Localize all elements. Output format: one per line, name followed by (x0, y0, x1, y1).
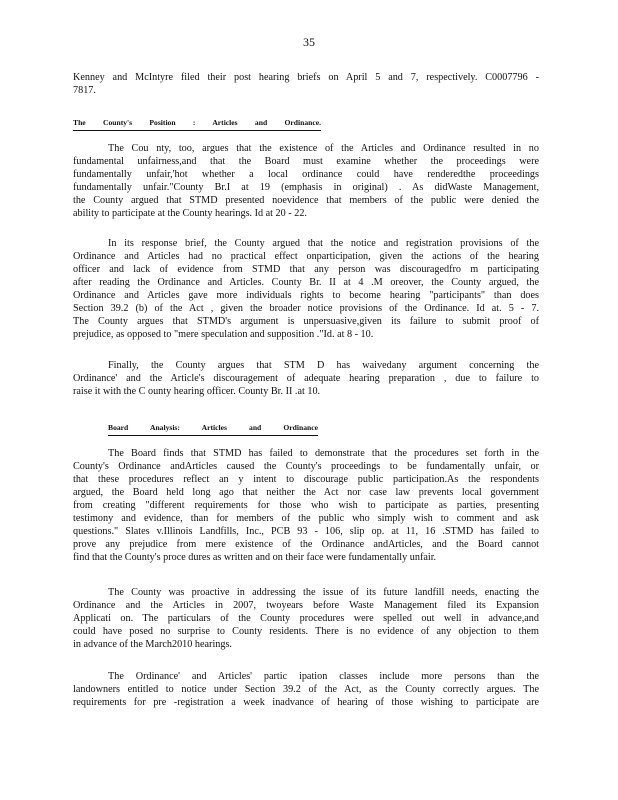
body-line: Kenney and McIntyre filed their post hearing briefs on April 5 and 7, respectively. C0007796 - (73, 72, 539, 83)
body-line: 7817. (73, 85, 96, 96)
body-line: questions." Slates v.Illinois Landfills, Inc., PCB 93 - 106, slip op. at 11, 16 .STMD has failed to (73, 526, 539, 537)
body-line: in advance of the March2010 hearings. (73, 639, 232, 650)
body-line: that these procedures reflect an y intent to discourage public participation.As the respondents (73, 474, 539, 485)
body-line: Ordinance and Articles gave more individuals rights to become hearing "participants" than does (73, 290, 539, 301)
body-line: after reading the Ordinance and Articles. County Br. II at 4 .M oreover, the County argued, the (73, 277, 539, 288)
body-line: raise it with the C ounty hearing officer. County Br. II .at 10. (73, 386, 321, 397)
body-line: testimony and evidence, than for members of the public who simply wish to comment and ask (73, 513, 539, 524)
body-line: The Cou nty, too, argues that the existence of the Articles and Ordinance resulted in no (108, 143, 539, 154)
body-line: The County was proactive in addressing the issue of its future landfill needs, enacting the (108, 587, 539, 598)
body-line: Applicati on. The particulars of the County procedures were spelled out well in advance,and (73, 613, 539, 624)
body-line: County's Ordinance andArticles caused the County's proceedings to be fundamentally unfair, or (73, 461, 539, 472)
body-line: In its response brief, the County argued that the notice and registration provisions of the (108, 238, 539, 249)
section-heading-county-position: The County's Position : Articles and Ordinance. (73, 117, 321, 131)
body-line: ability to participate at the County hearings. Id at 20 - 22. (73, 208, 307, 219)
body-line: find that the County's proce dures as written and on their face were fundamentally unfair. (73, 552, 437, 563)
body-line: Ordinance and the Articles in 2007, twoyears before Waste Management filed its Expansion (73, 600, 539, 611)
body-line: Ordinance' and the Article's discouragement of adequate hearing preparation , due to failure to (73, 373, 539, 384)
body-line: The County argues that STMD's argument is unpersuasive,given its failure to submit proof of (73, 316, 539, 327)
body-line: officer and lack of evidence from STMD that any person was discouragedfro m participating (73, 264, 539, 275)
body-line: prove any prejudice from mere existence of the Ordinance andArticles, and the Board cannot (73, 539, 539, 550)
body-line: fundamental unfairness,and that the Board must examine whether the proceedings were (73, 156, 539, 167)
body-line: Finally, the County argues that STM D has waivedany argument concerning the (108, 360, 539, 371)
body-line: landowners entitled to notice under Section 39.2 of the Act, as the County correctly argues. The (73, 684, 539, 695)
body-line: could have posed no surprise to County residents. There is no evidence of any objection to them (73, 626, 539, 637)
section-heading-board-analysis: Board Analysis: Articles and Ordinance (108, 422, 318, 436)
body-line: The Board finds that STMD has failed to demonstrate that the procedures set forth in the (108, 448, 539, 459)
body-line: Section 39.2 (b) of the Act , given the broader notice provisions of the Ordinance. Id at. 5 - 7. (73, 303, 539, 314)
body-line: fundamentally unfair."County Br.I at 19 (emphasis in original) . As didWaste Management, (73, 182, 539, 193)
body-line: from creating "different requirements for those who wish to participate as parties, presenting (73, 500, 539, 511)
body-line: Ordinance and Articles had no practical effect onparticipation, given the actions of the hearing (73, 251, 539, 262)
body-line: fundamentally unfair,'hot whether a local ordinance could have renderedthe proceedings (73, 169, 539, 180)
body-line: argued, the Board held long ago that neither the Act nor case law prevents local government (73, 487, 539, 498)
body-line: requirements for pre -registration a week inadvance of hearing of those wishing to participate are (73, 697, 539, 708)
page-number: 35 (303, 35, 315, 49)
body-line: the County argued that STMD presented noevidence that members of the public were denied the (73, 195, 539, 206)
body-line: prejudice, as opposed to "mere speculation and supposition ."Id. at 8 - 10. (73, 329, 374, 340)
body-line: The Ordinance' and Articles' partic ipation classes include more persons than the (108, 671, 539, 682)
